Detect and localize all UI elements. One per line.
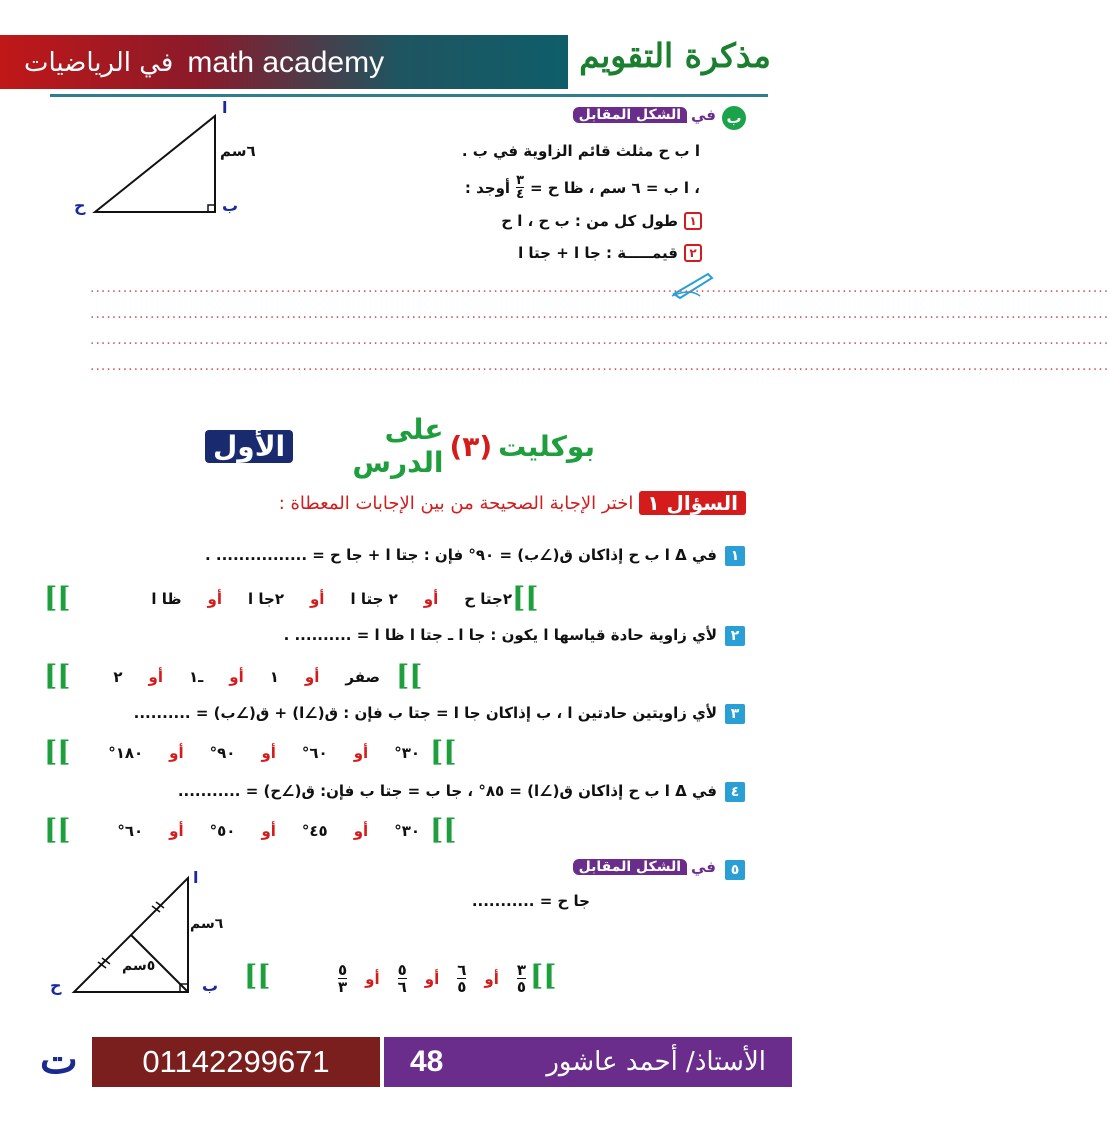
question-text: لأي زاوية حادة قياسها ا يكون : جا ا ـ جتا ا ظا ا = .......... . bbox=[283, 626, 717, 644]
choice[interactable] bbox=[398, 962, 407, 995]
footer-logo: ت bbox=[40, 1036, 78, 1083]
or-word: أو bbox=[309, 590, 325, 608]
header-academy: math academy bbox=[187, 46, 385, 79]
question-label: السؤال ١ bbox=[639, 491, 746, 515]
vertex-label-a: ا bbox=[222, 98, 228, 117]
or-word: أو bbox=[229, 668, 244, 686]
or-word: أو bbox=[484, 969, 499, 988]
problem-item-2 bbox=[440, 244, 702, 262]
fraction-num: ٣ bbox=[516, 173, 524, 188]
footer-bar bbox=[384, 1037, 792, 1087]
section-heading bbox=[205, 413, 595, 479]
fraction-num: ٣ bbox=[516, 961, 526, 979]
choice[interactable]: ٥٠° bbox=[209, 822, 236, 840]
choices-row bbox=[80, 668, 380, 686]
side-length-label: ٦سم bbox=[220, 142, 256, 160]
vertex-label-c: ح bbox=[50, 976, 62, 995]
bracket-left: [[ bbox=[244, 959, 271, 992]
fraction-den: ٥ bbox=[457, 978, 467, 996]
item-text: قيمـــــة : جا ا + جتا ا bbox=[518, 244, 678, 262]
question-number: ٤ bbox=[725, 782, 745, 802]
figure-tag bbox=[560, 858, 716, 876]
choice[interactable]: ٢ جتا ا bbox=[350, 590, 398, 608]
question-text: في Δ ا ب ح إذاكان ق(∠ا) = ٨٥° ، جا ب = جتا ب فإن: ق(∠ح) = ........... bbox=[177, 782, 717, 800]
teacher-name: الأستاذ/ أحمد عاشور bbox=[546, 1047, 766, 1077]
vertex-label-c: ح bbox=[74, 196, 86, 215]
choices-row bbox=[92, 590, 512, 608]
or-word: أو bbox=[353, 744, 369, 762]
problem-line-2a: ، ا ب = ٦ سم ، ظا ح = bbox=[530, 178, 700, 197]
bracket-right: [[ bbox=[430, 735, 457, 768]
question-heading bbox=[180, 488, 746, 518]
fraction-num: ٥ bbox=[337, 961, 348, 979]
fraction-num: ٦ bbox=[457, 961, 467, 979]
choice[interactable] bbox=[457, 962, 466, 995]
choices-row bbox=[272, 962, 526, 995]
choice[interactable]: ٢ bbox=[113, 668, 123, 686]
or-word: أو bbox=[423, 590, 439, 608]
fraction-num: ٥ bbox=[397, 961, 407, 979]
problem-item-1 bbox=[440, 212, 702, 230]
figure-tag-pill: الشكل المقابل bbox=[573, 859, 687, 875]
choice[interactable] bbox=[517, 962, 526, 995]
page-number: 48 bbox=[410, 1045, 444, 1078]
answer-line-2: ........................................................................................................................................................................................... bbox=[90, 306, 1109, 322]
bracket-right: [[ bbox=[396, 659, 423, 692]
or-word: أو bbox=[261, 822, 276, 840]
choice[interactable]: ـ١ bbox=[188, 668, 204, 686]
choice[interactable] bbox=[338, 962, 347, 995]
vertex-label-b: ب bbox=[202, 976, 219, 995]
bracket-left: [[ bbox=[44, 735, 71, 768]
choice[interactable]: ١٨٠° bbox=[108, 744, 144, 762]
or-word: أو bbox=[169, 822, 184, 840]
answer-line-4: ........................................................................................................................................................................................... bbox=[90, 358, 1109, 374]
bracket-right: [[ bbox=[430, 813, 457, 846]
question-text: لأي زاويتين حادتين ا ، ب إذاكان جا ا = جتا ب فإن : ق(∠ا) + ق(∠ب) = .......... bbox=[133, 704, 717, 722]
fraction-den: ٤ bbox=[516, 187, 524, 202]
or-word: أو bbox=[207, 590, 223, 608]
choice[interactable]: ٣٠° bbox=[394, 744, 420, 762]
problem-badge: ب bbox=[722, 106, 746, 130]
section-pill: الأول bbox=[205, 430, 293, 463]
or-word: أو bbox=[148, 668, 163, 686]
section-title-b: على الدرس bbox=[352, 413, 444, 479]
choice[interactable]: صفر bbox=[345, 668, 380, 686]
choice[interactable]: ظا ا bbox=[151, 590, 182, 608]
side-length-label: ٦سم bbox=[190, 916, 224, 932]
figure-tag-pill: الشكل المقابل bbox=[573, 107, 687, 123]
choices-row bbox=[80, 822, 420, 840]
header-divider bbox=[50, 94, 768, 97]
or-word: أو bbox=[424, 969, 440, 988]
item-number: ١ bbox=[684, 212, 702, 230]
problem-line-2 bbox=[370, 174, 700, 201]
choice[interactable]: ٦٠° bbox=[117, 822, 144, 840]
header-title bbox=[24, 44, 544, 82]
bracket-right: [[ bbox=[530, 959, 557, 992]
side-length-label: ٥سم bbox=[122, 958, 156, 974]
footer-phone: 01142299671 bbox=[92, 1037, 380, 1087]
or-word: أو bbox=[261, 744, 276, 762]
header-subject: في الرياضيات bbox=[24, 48, 174, 78]
fraction bbox=[516, 174, 524, 201]
choices-row bbox=[80, 744, 420, 762]
problem-line-1: ا ب ح مثلث قائم الزاوية في ب . bbox=[461, 142, 700, 160]
fraction-den: ٥ bbox=[516, 978, 526, 996]
choice[interactable]: ٤٥° bbox=[301, 822, 328, 840]
answer-line-1: ........................................................................................................................................................................................... bbox=[90, 280, 1109, 296]
item-text: طول كل من : ب ح ، ا ح bbox=[501, 212, 678, 230]
choice[interactable]: ١ bbox=[269, 668, 279, 686]
question-text: في Δ ا ب ح إذاكان ق(∠ب) = ٩٠° فإن : جتا ا + جا ح = ................ . bbox=[204, 546, 717, 564]
choice[interactable]: ٢جا ا bbox=[248, 590, 284, 608]
question-instruction: اختر الإجابة الصحيحة من بين الإجابات المعطاة : bbox=[278, 492, 634, 514]
question-number: ٥ bbox=[725, 860, 745, 880]
choice[interactable]: ٦٠° bbox=[301, 744, 328, 762]
bracket-right: [[ bbox=[512, 581, 539, 614]
or-word: أو bbox=[304, 668, 320, 686]
section-title-a: بوكليت bbox=[498, 429, 595, 463]
figure-tag-lead: في bbox=[691, 858, 716, 876]
question-number: ١ bbox=[725, 546, 745, 566]
or-word: أو bbox=[365, 969, 380, 988]
bracket-left: [[ bbox=[44, 813, 71, 846]
or-word: أو bbox=[169, 744, 184, 762]
bracket-left: [[ bbox=[44, 581, 71, 614]
question-text: جا ح = ........... bbox=[471, 892, 590, 910]
answer-line-3: ........................................................................................................................................................................................... bbox=[90, 332, 1109, 348]
or-word: أو bbox=[353, 822, 369, 840]
problem-line-2b: أوجد : bbox=[464, 178, 511, 197]
choice[interactable]: ٣٠° bbox=[394, 822, 420, 840]
figure-tag bbox=[560, 106, 716, 124]
choice[interactable]: ٢جتا ح bbox=[464, 590, 512, 608]
section-number: (٣) bbox=[449, 429, 493, 463]
item-number: ٢ bbox=[684, 244, 702, 262]
brand-logo-text: مذكرة التقويم bbox=[579, 36, 771, 75]
vertex-label-b: ب bbox=[222, 196, 239, 215]
question-number: ٣ bbox=[725, 704, 745, 724]
bracket-left: [[ bbox=[44, 659, 71, 692]
fraction-den: ٣ bbox=[337, 978, 348, 996]
choice[interactable]: ٩٠° bbox=[209, 744, 236, 762]
vertex-label-a: ا bbox=[193, 868, 199, 887]
triangle-figure-2 bbox=[60, 866, 200, 996]
figure-tag-lead: في bbox=[691, 106, 716, 124]
question-number: ٢ bbox=[725, 626, 745, 646]
fraction-den: ٦ bbox=[397, 978, 407, 996]
